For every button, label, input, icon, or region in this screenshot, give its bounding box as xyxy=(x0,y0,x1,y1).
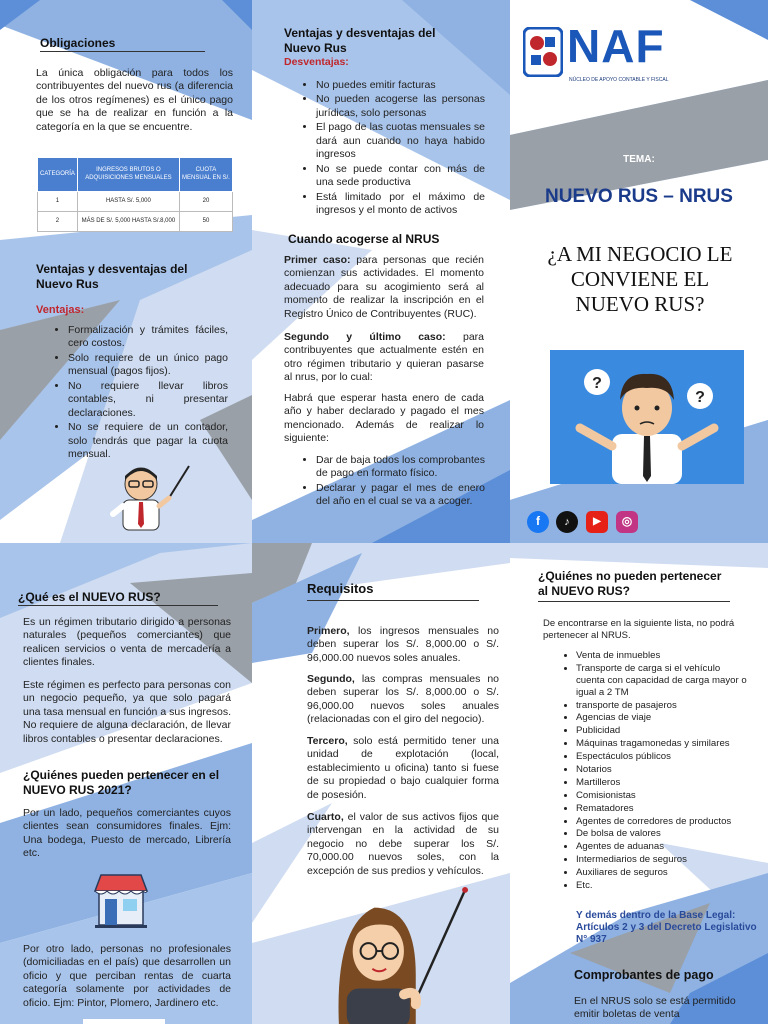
requisito-label: Segundo, xyxy=(307,673,355,685)
no-pueden-title: ¿Quiénes no pueden pertenecer al NUEVO RUS? xyxy=(538,569,722,598)
list-item: • Notarios xyxy=(576,764,750,776)
list-item: • No se puede contar con más de una sede productiva xyxy=(316,163,485,190)
ventajas-list xyxy=(52,324,228,462)
list-item: • Espectáculos públicos xyxy=(576,751,750,763)
list-item: • El pago de las cuotas mensuales se dará aun cuando no haya habido ingresos xyxy=(316,121,485,161)
table-row xyxy=(38,212,233,232)
list-item: • Dar de baja todos los comprobantes de pago en formato físico. xyxy=(316,454,485,481)
list-item: • Venta de inmuebles xyxy=(576,650,750,662)
table-cell: 50 xyxy=(179,212,232,232)
quienes-p2: Por otro lado, personas no profesionales (domiciliadas en el país) que desarrollen un oficio y que perciban rentas de cuarta categoría solamente por actividades de oficio. Ejm: Pintor, Plomero, Jardinero etc. xyxy=(23,943,231,1009)
table-row xyxy=(38,192,233,212)
list-item: • No requiere llevar libros contables, ni presentar declaraciones. xyxy=(68,380,228,420)
list-item: • Está limitado por el máximo de ingresos y el monto de activos xyxy=(316,191,485,218)
tema-label: TEMA: xyxy=(623,154,655,165)
requisito-item xyxy=(307,673,499,727)
list-item: • Transporte de carga si el vehículo cuenta con capacidad de carga mayor o igual a 2 TM xyxy=(576,663,750,699)
list-item: • Máquinas tragamonedas y similares xyxy=(576,738,750,750)
segundo-caso xyxy=(284,331,484,385)
list-item: • Declarar y pagar el mes de enero del año en el cual se va a acoger. xyxy=(316,482,485,509)
obligaciones-title: Obligaciones xyxy=(40,36,116,50)
que-es-p1: Es un régimen tributario dirigido a personas naturales (pequeños comerciantes) que realicen servicios o venta de mercadería a clientes finales. xyxy=(23,616,231,669)
panel-bottom-left xyxy=(0,543,252,1024)
fee-table-header: INGRESOS BRUTOS O ADQUISICIONES MENSUALES xyxy=(77,158,179,192)
fee-table xyxy=(37,157,233,232)
question-mark-text: ? xyxy=(695,389,705,406)
tiktok-icon[interactable]: ♪ xyxy=(556,511,578,533)
requisito-label: Cuarto, xyxy=(307,811,344,823)
list-item: • Agencias de viaje xyxy=(576,712,750,724)
pasos-list xyxy=(300,454,485,510)
desventajas-list xyxy=(300,79,485,218)
question-mark-text: ? xyxy=(592,375,602,392)
requisito-text: solo está permitido tener una unidad de explotación (local, establecimiento u oficina) tanto si fuese de su propiedad o bajo cualquier forma de posesión. xyxy=(307,735,499,801)
que-es-title-block xyxy=(18,590,218,606)
store-icon xyxy=(91,865,151,929)
list-item: • De bolsa de valores xyxy=(576,828,750,840)
list-item: • Publicidad xyxy=(576,725,750,737)
fee-table-header: CATEGORÍA xyxy=(38,158,78,192)
requisito-label: Primero, xyxy=(307,625,350,637)
segundo-caso-text: para contribuyentes que actualmente estén en otro régimen tributario y quieran pasarse al nrus, por lo cual: xyxy=(284,331,484,384)
table-cell: 20 xyxy=(179,192,232,212)
panel-top-middle xyxy=(252,0,510,543)
requisito-item xyxy=(307,735,499,802)
primer-caso-text: para personas que recién comienzan sus actividades. El momento adecuado para su acogimiento será al momento de realizar la inscripción en el Registro Único de Contribuyentes (RUC). xyxy=(284,254,484,320)
list-item: • Agentes de corredores de productos xyxy=(576,816,750,828)
list-item: • No se requiere de un contador, solo tendrás que pagar la cuota mensual. xyxy=(68,421,228,461)
ventajas-label: Ventajas: xyxy=(36,304,85,316)
segundo-caso-label: Segundo y último caso: xyxy=(284,331,446,343)
obligaciones-text: La única obligación para todos los contribuyentes del nuevo rus (a diferencia de los otros regímenes) es el único pago que se ha de realizar en función a la categoría en la que se encuentre. xyxy=(36,67,233,133)
list-item: • Formalización y trámites fáciles, cero costos. xyxy=(68,324,228,351)
requisitos-title-block xyxy=(307,581,479,601)
logo-puzzle-icon xyxy=(523,27,563,77)
quienes-title: ¿Quiénes pueden pertenecer en el NUEVO RUS 2021? xyxy=(23,768,220,797)
list-item: • Rematadores xyxy=(576,803,750,815)
topic-title: NUEVO RUS – NRUS xyxy=(545,186,733,207)
cover-question: ¿A MI NEGOCIO LE CONVIENE EL NUEVO RUS? xyxy=(547,242,733,317)
comprobantes-text: En el NRUS solo se está permitido emitir boletas de venta xyxy=(574,995,736,1021)
requisitos-title: Requisitos xyxy=(307,581,374,596)
list-item: • Etc. xyxy=(576,880,750,892)
desventajas-title: Ventajas y desventajas del Nuevo Rus xyxy=(284,26,436,55)
decorative-box xyxy=(83,1019,165,1024)
requisito-label: Tercero, xyxy=(307,735,348,747)
logo-subtitle: NÚCLEO DE APOYO CONTABLE Y FISCAL xyxy=(569,77,669,83)
habra-text: Habrá que esperar hasta enero de cada año y haber declarado y pagado el mes mencionado. Además de realizar lo siguiente: xyxy=(284,392,484,445)
list-item: • Auxiliares de seguros xyxy=(576,867,750,879)
primer-caso-label: Primer caso: xyxy=(284,254,351,266)
list-item: • No pueden acogerse las personas jurídicas, solo personas xyxy=(316,93,485,120)
obligaciones-title-block xyxy=(40,36,205,52)
youtube-icon[interactable]: ▶ xyxy=(586,511,608,533)
list-item: • Comisionistas xyxy=(576,790,750,802)
comprobantes-title: Comprobantes de pago xyxy=(574,968,714,982)
list-item: • Intermediarios de seguros xyxy=(576,854,750,866)
confused-man-icon xyxy=(550,350,744,484)
panel-cover xyxy=(510,0,768,543)
no-pueden-title-block xyxy=(538,569,730,602)
primer-caso xyxy=(284,254,484,321)
list-item: • Martilleros xyxy=(576,777,750,789)
instagram-icon[interactable]: ◎ xyxy=(616,511,638,533)
no-pueden-intro: De encontrarse en la siguiente lista, no podrá pertenecer al NRUS. xyxy=(543,618,735,642)
logo-text: NAF xyxy=(567,20,665,72)
table-cell: HASTA S/. 5,000 xyxy=(77,192,179,212)
facebook-icon[interactable]: f xyxy=(527,511,549,533)
panel-bottom-right xyxy=(510,543,768,1024)
requisito-item xyxy=(307,625,499,665)
ventajas-title: Ventajas y desventajas del Nuevo Rus xyxy=(36,262,188,291)
panel-top-left xyxy=(0,0,252,543)
table-cell: 2 xyxy=(38,212,78,232)
naf-logo xyxy=(523,20,673,95)
teacher-illustration xyxy=(95,462,195,532)
no-pueden-list xyxy=(560,650,750,893)
panel-bottom-middle xyxy=(252,543,510,1024)
list-item: • No puedes emitir facturas xyxy=(316,79,485,92)
quienes-p1: Por un lado, pequeños comerciantes cuyos clientes sean consumidores finales. Ejm: Una bodega, Puesto de mercado, Librería etc. xyxy=(23,807,231,860)
requisito-item xyxy=(307,811,499,878)
fee-table-header: CUOTA MENSUAL EN S/. xyxy=(179,158,232,192)
desventajas-label: Desventajas: xyxy=(284,56,349,68)
list-item: • Solo requiere de un único pago mensual (pagos fijos). xyxy=(68,352,228,379)
confused-man-illustration xyxy=(550,350,744,484)
que-es-p2: Este régimen es perfecto para personas con un negocio pequeño, ya que solo pagará una tasa mensual en función a sus ingresos. No requiere de alguna declaración, de llevar libros contables o presentar declaraciones. xyxy=(23,679,231,745)
base-legal: Y demás dentro de la Base Legal: Artículos 2 y 3 del Decreto Legislativo N° 937 xyxy=(576,910,757,945)
list-item: • transporte de pasajeros xyxy=(576,700,750,712)
fee-table-header-row xyxy=(38,158,233,192)
table-cell: MÁS DE S/. 5,000 HASTA S/.8,000 xyxy=(77,212,179,232)
list-item: • Agentes de aduanas xyxy=(576,841,750,853)
requisito-text: el valor de sus activos fijos que intervengan en la actividad de su negocio no debe superar los S/. 70,000.00 nuevos soles, con la excepción de sus predios y vehículos. xyxy=(307,811,499,877)
requisito-text: los ingresos mensuales no deben superar los S/. 8,000.00 o S/. 96,000.00 nuevos soles anuales. xyxy=(307,625,499,664)
cuando-title: Cuando acogerse al NRUS xyxy=(288,232,440,246)
que-es-title: ¿Qué es el NUEVO RUS? xyxy=(18,590,161,604)
table-cell: 1 xyxy=(38,192,78,212)
requisito-text: las compras mensuales no deben superar los S/. 8,000.00 o S/. 96,000.00 nuevos soles anuales (relacionadas con el giro del negocio). xyxy=(307,673,499,726)
teacher-woman-illustration xyxy=(324,886,474,1024)
